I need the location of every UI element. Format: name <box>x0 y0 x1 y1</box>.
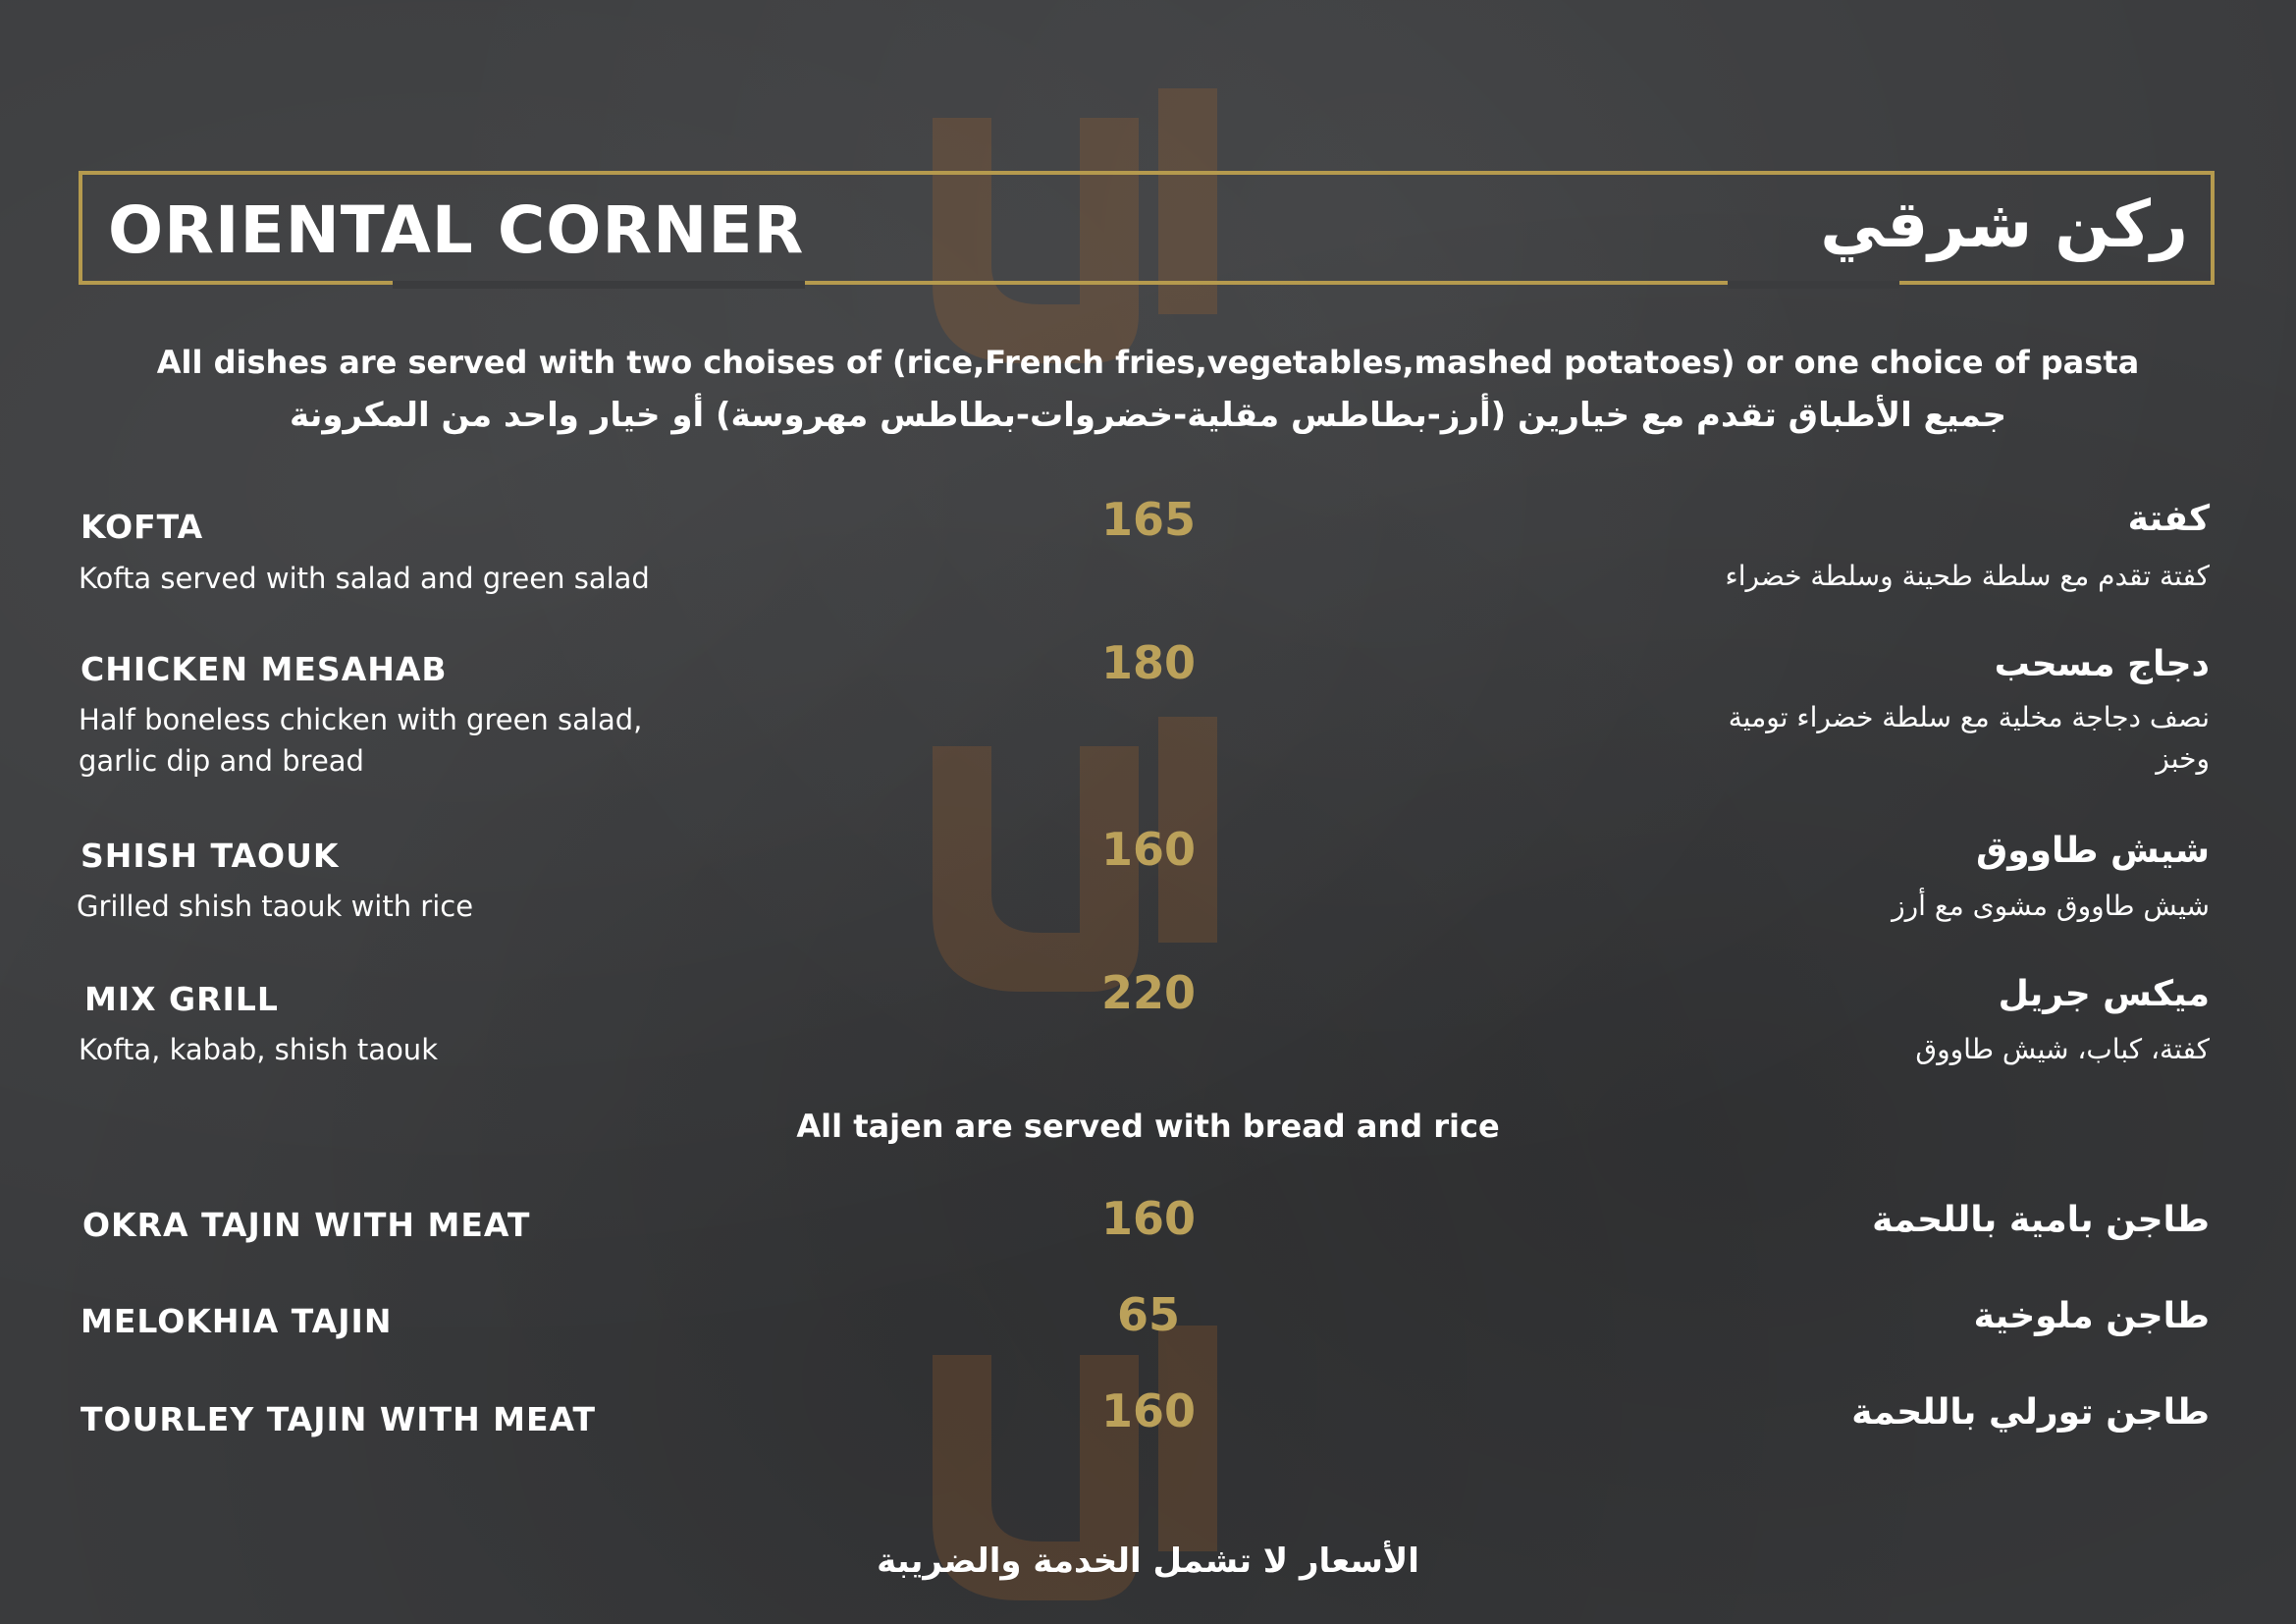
sides-note-ar: جميع الأطباق تقدم مع خيارين (أرز-بطاطس مقلية-خضروات-بطاطس مهروسة) أو خيار واحد من المكرونة <box>290 396 2006 435</box>
tajen-name-en: MELOKHIA TAJIN <box>80 1302 393 1340</box>
tajen-price: 160 <box>1100 1192 1197 1245</box>
page-title-en: ORIENTAL CORNER <box>108 192 805 268</box>
sides-note-en: All dishes are served with two choises of (rice,French fries,vegetables,mashed potatoes) or one choice of pasta <box>156 344 2140 381</box>
item-name-en: SHISH TAOUK <box>80 837 340 875</box>
item-desc-en: Kofta, kabab, shish taouk <box>79 1033 438 1066</box>
tajen-price: 160 <box>1100 1384 1197 1437</box>
tajen-note-en: All tajen are served with bread and rice <box>796 1108 1500 1145</box>
item-price: 220 <box>1100 966 1197 1019</box>
item-price: 180 <box>1100 636 1197 689</box>
tajen-name-en: TOURLEY TAJIN WITH MEAT <box>80 1400 597 1438</box>
footer-note-ar: الأسعار لا تشمل الخدمة والضريبة <box>877 1542 1419 1581</box>
tajen-name-en: OKRA TAJIN WITH MEAT <box>82 1206 531 1244</box>
item-price: 160 <box>1100 823 1197 876</box>
item-name-en: KOFTA <box>80 508 204 546</box>
item-desc-ar: شيش طاووق مشوى مع أرز <box>1892 890 2210 922</box>
item-desc-en: Kofta served with salad and green salad <box>79 562 650 595</box>
tajen-name-ar: طاجن تورلي باللحمة <box>1851 1392 2210 1433</box>
item-name-ar: دجاج مسحب <box>1994 644 2210 684</box>
frame-gap <box>393 281 805 289</box>
tajen-name-ar: طاجن بامية باللحمة <box>1872 1200 2210 1240</box>
item-name-ar: ميكس جريل <box>1998 974 2210 1014</box>
page-title-ar: ركن شرقي <box>1820 187 2188 262</box>
frame-gap <box>1728 281 1899 289</box>
item-name-en: CHICKEN MESAHAB <box>80 650 448 688</box>
item-desc-ar: كفتة تقدم مع سلطة طحينة وسلطة خضراء <box>1725 560 2210 592</box>
item-name-ar: شيش طاووق <box>1976 831 2210 871</box>
item-desc-ar: كفتة، كباب، شيش طاووق <box>1915 1033 2210 1065</box>
item-desc-en: Half boneless chicken with green salad, garlic dip and bread <box>79 703 643 778</box>
item-name-en: MIX GRILL <box>84 980 279 1018</box>
item-name-ar: كفتة <box>2127 499 2210 539</box>
tajen-price: 65 <box>1116 1288 1180 1341</box>
item-desc-en: Grilled shish taouk with rice <box>77 890 474 923</box>
item-desc-ar: نصف دجاجة مخلية مع سلطة خضراء تومية وخبز <box>1728 701 2210 775</box>
tajen-name-ar: طاجن ملوخية <box>1973 1296 2210 1336</box>
item-price: 165 <box>1100 493 1197 546</box>
